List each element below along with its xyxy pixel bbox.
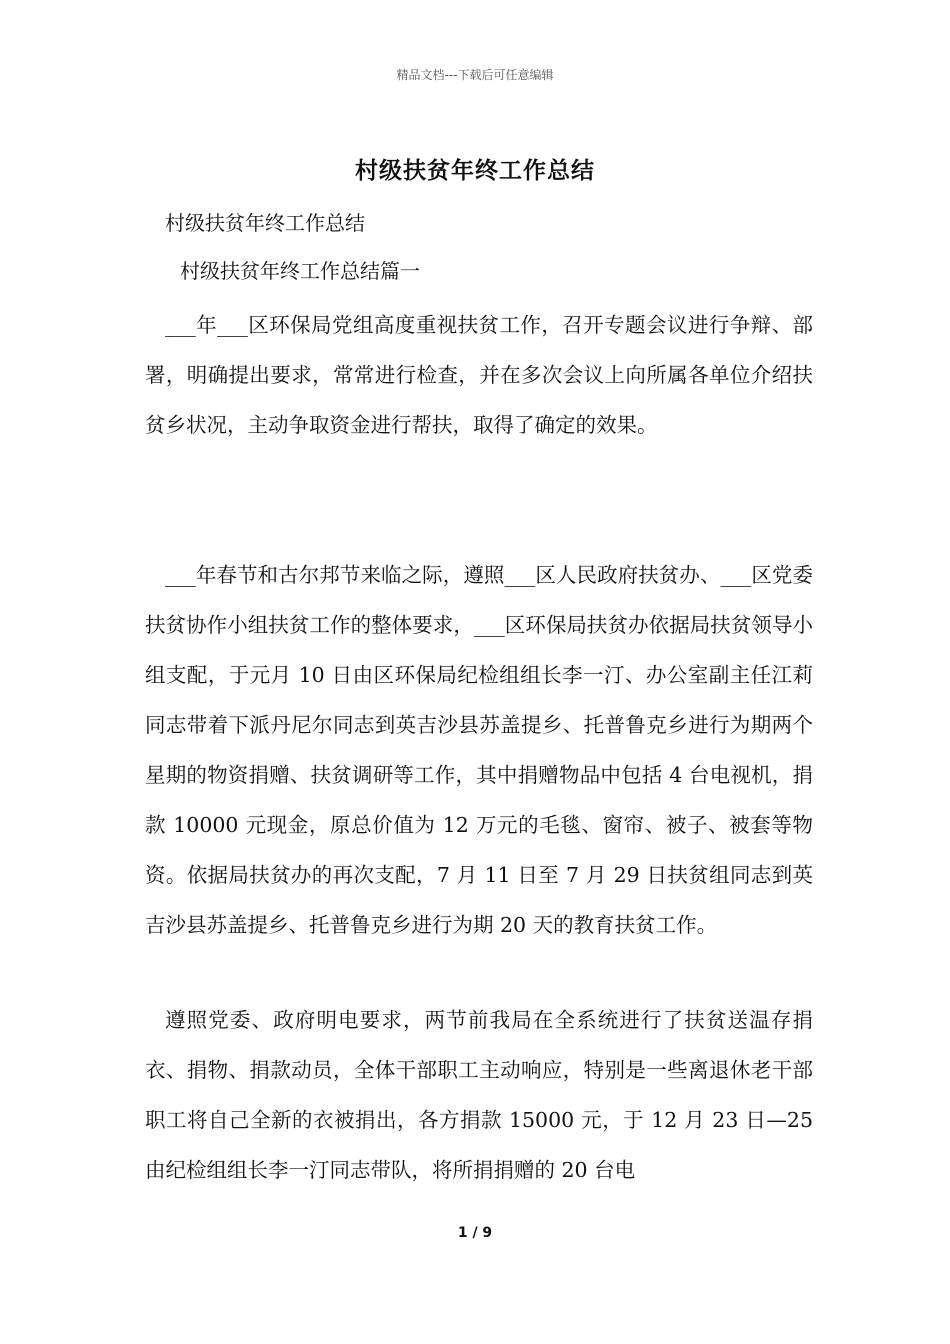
header-note: 精品文档---下载后可任意编辑 bbox=[396, 68, 554, 82]
section-title: 村级扶贫年终工作总结篇一 bbox=[180, 259, 420, 283]
paragraph-1: ___年___区环保局党组高度重视扶贫工作，召开专题会议进行争辩、部署，明确提出要求，常常进行检查，并在多次会议上向所属各单位介绍扶贫乡状况，主动争取资金进行帮扶，取得了确定的效果。 bbox=[145, 313, 813, 437]
paragraph-2: ___年春节和古尔邦节来临之际，遵照___区人民政府扶贫办、___区党委扶贫协作小组扶贫工作的整体要求，___区环保局扶贫办依据局扶贫领导小组支配，于元月 10 日由区环保局纪检组组长李一汀、办公室副主任江莉同志带着下派丹尼尔同志到英吉沙县苏盖提乡、托普鲁克乡进行为期两个星期的物资捐赠、扶贫调研等工作，其中捐赠物品中包括 4 台电视机，捐款 10000 元现金，原总价值为 12 万元的毛毯、窗帘、被子、被套等物资。依据局扶贫办的再次支配，7 月 11 日至 7 月 29 日扶贫组同志到英吉沙县苏盖提乡、托普鲁克乡进行为期 20 天的教育扶贫工作。 bbox=[145, 563, 813, 937]
page-indicator: 1 / 9 bbox=[457, 1225, 493, 1241]
paragraph-3: 遵照党委、政府明电要求，两节前我局在全系统进行了扶贫送温存捐衣、捐物、捐款动员，全体干部职工主动响应，特别是一些离退休老干部职工将自己全新的衣被捐出，各方捐款 15000 元，于 12 月 23 日—25 由纪检组组长李一汀同志带队，将所捐捐赠的 20 台电 bbox=[145, 1008, 813, 1182]
document-title: 村级扶贫年终工作总结 bbox=[355, 157, 595, 184]
document-subtitle: 村级扶贫年终工作总结 bbox=[165, 211, 365, 235]
